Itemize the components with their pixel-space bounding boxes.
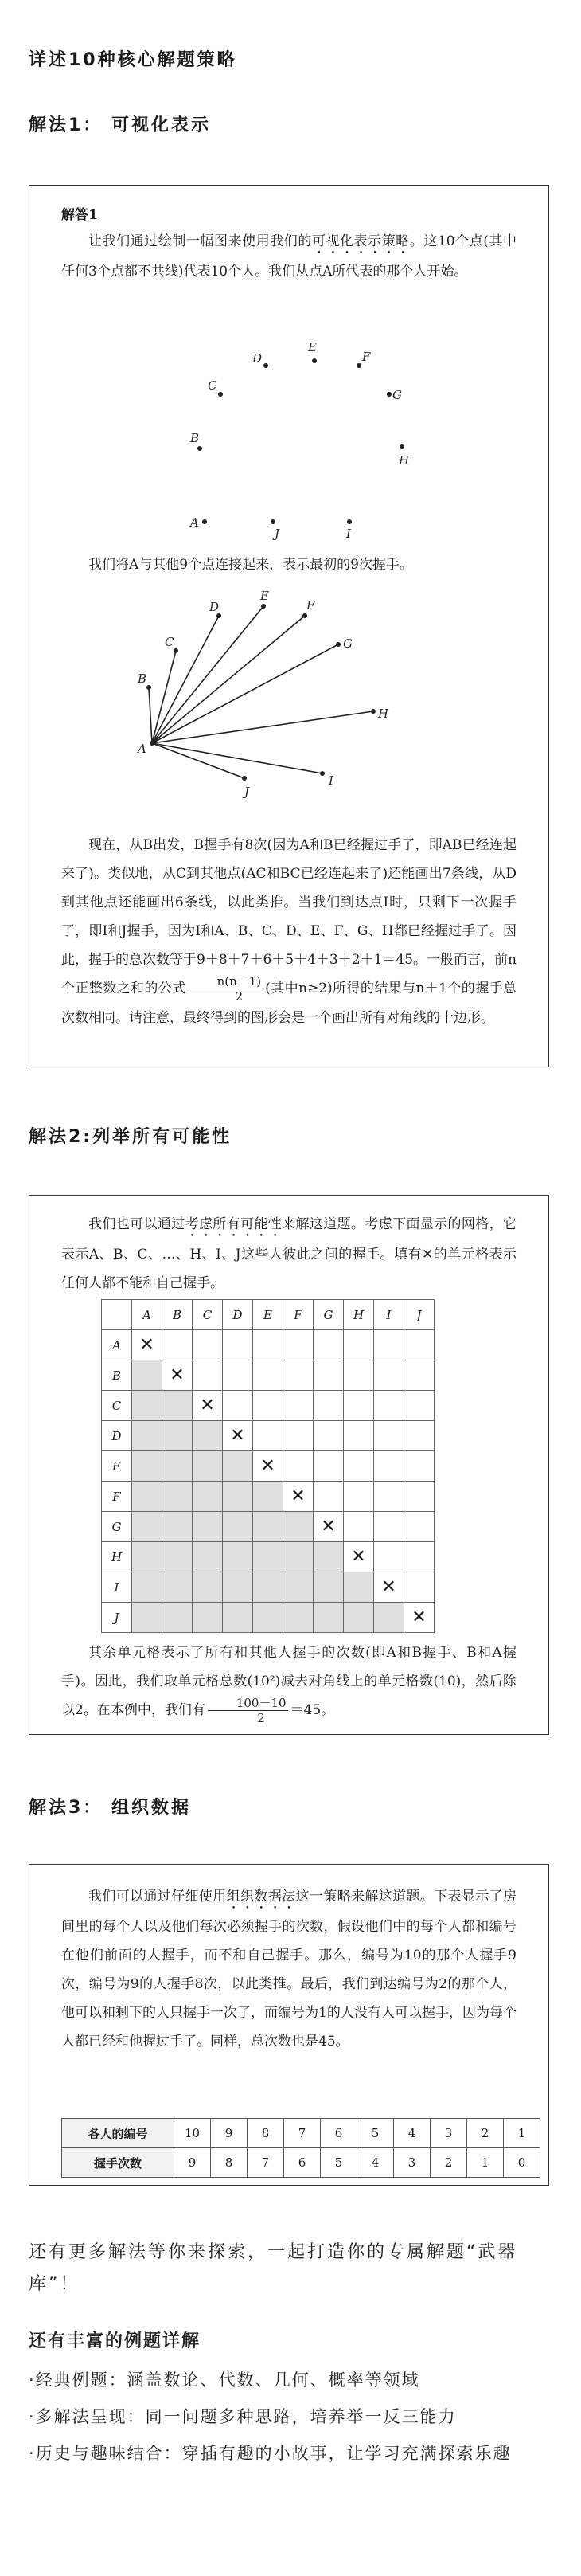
grid-shaded-cell xyxy=(223,1512,253,1542)
grid-col-header: G xyxy=(314,1300,344,1330)
grid-cell xyxy=(344,1360,374,1391)
line-label-h: H xyxy=(378,707,389,721)
grid-shaded-cell xyxy=(193,1603,223,1633)
grid-cell xyxy=(253,1360,283,1391)
feature-item-2: ·多解法呈现：同一问题多种思路，培养举一反三能力 xyxy=(29,2407,457,2426)
grid-shaded-cell xyxy=(132,1512,162,1542)
handshake-count-cell: 5 xyxy=(321,2148,357,2178)
grid-cell xyxy=(283,1330,314,1360)
grid-row-header: G xyxy=(102,1512,132,1542)
handshake-grid xyxy=(101,1299,435,1633)
lines-diagram xyxy=(125,584,427,815)
grid-row-header: C xyxy=(102,1391,132,1421)
point-c xyxy=(218,392,223,397)
intro-text: 我们也可以通过 xyxy=(88,1216,185,1232)
label-g: G xyxy=(392,388,402,402)
grid-cell xyxy=(193,1360,223,1391)
grid-cell xyxy=(374,1512,404,1542)
grid-cell xyxy=(404,1482,435,1512)
grid-cell xyxy=(283,1391,314,1421)
handshake-count-cell: 7 xyxy=(248,2148,284,2178)
handshake-count-cell: 2 xyxy=(431,2148,467,2178)
grid-shaded-cell xyxy=(253,1603,283,1633)
line-label-b: B xyxy=(138,671,147,686)
grid-shaded-cell xyxy=(314,1542,344,1572)
intro-text: 我们可以通过仔细使用 xyxy=(88,1889,227,1905)
grid-shaded-cell xyxy=(132,1451,162,1482)
grid-col-header: C xyxy=(193,1300,223,1330)
method1-conclusion xyxy=(61,831,517,1032)
method1-heading: 解法1： 可视化表示 xyxy=(29,115,211,135)
grid-shaded-cell xyxy=(132,1572,162,1603)
intro-text-cont: 来解这道题。考虑下面显示的网格，它表示A、B、C、…、H、I、J这些人彼此之间的握手。填有✕的单元格表示任何人都不能和自己握手。 xyxy=(61,1216,517,1291)
grid-shaded-cell xyxy=(162,1391,193,1421)
grid-cell xyxy=(404,1330,435,1360)
grid-diagonal-cell: ✕ xyxy=(223,1421,253,1451)
grid-cell xyxy=(314,1391,344,1421)
grid-shaded-cell xyxy=(223,1482,253,1512)
handshake-count-label: 握手次数 xyxy=(62,2148,174,2178)
feature-item-1: ·经典例题：涵盖数论、代数、几何、概率等领域 xyxy=(29,2370,420,2390)
answer-label: 解答1 xyxy=(61,207,98,223)
strategy-emphasis: 组织数据法 xyxy=(226,1889,296,1905)
person-number-cell: 7 xyxy=(284,2119,321,2148)
grid-cell xyxy=(374,1542,404,1572)
label-a: A xyxy=(190,515,199,530)
grid-cell xyxy=(344,1451,374,1482)
person-number-cell: 9 xyxy=(211,2119,248,2148)
grid-cell xyxy=(404,1542,435,1572)
grid-cell xyxy=(404,1451,435,1482)
grid-shaded-cell xyxy=(253,1482,283,1512)
grid-shaded-cell xyxy=(374,1603,404,1633)
point-h xyxy=(400,444,404,449)
method2-intro xyxy=(61,1210,517,1298)
grid-cell xyxy=(223,1330,253,1360)
grid-shaded-cell xyxy=(132,1603,162,1633)
grid-shaded-cell xyxy=(193,1482,223,1512)
grid-shaded-cell xyxy=(193,1542,223,1572)
grid-cell xyxy=(344,1421,374,1451)
method2-conclusion xyxy=(61,1638,517,1725)
line-label-f: F xyxy=(306,598,315,613)
grid-cell xyxy=(162,1330,193,1360)
handshake-count-cell: 9 xyxy=(174,2148,211,2178)
grid-shaded-cell xyxy=(283,1572,314,1603)
grid-shaded-cell xyxy=(162,1572,193,1603)
grid-shaded-cell xyxy=(223,1603,253,1633)
grid-cell xyxy=(314,1421,344,1451)
grid-shaded-cell xyxy=(314,1603,344,1633)
grid-col-header: J xyxy=(404,1300,435,1330)
handshake-table xyxy=(61,2118,540,2178)
grid-diagonal-cell: ✕ xyxy=(404,1603,435,1633)
grid-shaded-cell xyxy=(344,1572,374,1603)
point-e xyxy=(312,358,317,363)
intro-text-cont: 这一策略来解这道题。下表显示了房间里的每个人以及他们每次必须握手的次数，假设他们中的每个人都和编号在他们前面的人握手，而不和自己握手。那么，编号为10的那个人握手9次，编号为9的人握手8次，以此类推。最后，我们到达编号为2的那个人，他可以和剩下的人只握手一次了，而编号为1的人没有人可以握手，因为每个人都已经和他握过手了。同样，总次数也是45。 xyxy=(61,1889,517,2049)
grid-shaded-cell xyxy=(253,1572,283,1603)
grid-shaded-cell xyxy=(162,1542,193,1572)
grid-col-header: E xyxy=(253,1300,283,1330)
grid-shaded-cell xyxy=(283,1603,314,1633)
handshake-count-cell: 3 xyxy=(394,2148,431,2178)
grid-shaded-cell xyxy=(132,1391,162,1421)
grid-row-header: A xyxy=(102,1330,132,1360)
strategy-emphasis: 考虑所有可能性 xyxy=(185,1216,283,1232)
grid-cell xyxy=(283,1421,314,1451)
line-label-j: J xyxy=(244,785,250,799)
grid-cell xyxy=(314,1330,344,1360)
grid-diagonal-cell: ✕ xyxy=(193,1391,223,1421)
label-e: E xyxy=(308,340,317,354)
label-c: C xyxy=(208,378,217,393)
grid-shaded-cell xyxy=(162,1603,193,1633)
page-title: 详述10种核心解题策略 xyxy=(29,50,237,70)
grid-shaded-cell xyxy=(193,1451,223,1482)
grid-cell xyxy=(374,1482,404,1512)
person-number-cell: 6 xyxy=(321,2119,357,2148)
method2-heading: 解法2:列举所有可能性 xyxy=(29,1127,232,1147)
person-number-cell: 8 xyxy=(248,2119,284,2148)
method1-intro xyxy=(61,227,517,286)
grid-cell xyxy=(374,1391,404,1421)
grid-row-header: B xyxy=(102,1360,132,1391)
closing-text: 还有更多解法等你来探索，一起打造你的专属解题“武器库”！ xyxy=(29,2242,518,2294)
grid-cell xyxy=(344,1330,374,1360)
grid-diagonal-cell: ✕ xyxy=(374,1572,404,1603)
grid-shaded-cell xyxy=(132,1482,162,1512)
label-j: J xyxy=(275,527,280,541)
conclusion-text: 现在，从B出发，B握手有8次(因为A和B已经握过手了，即AB已经连起来了)。类似地，从C到其他点(AC和BC已经连起来了)还能画出7条线，从D到其他点还能画出6条线，以此类推。当我们到达点I时，只剩下一次握手了，即I和J握手，因为I和A、B、C、D、E、F、G、H都已经握过手了。因此，握手的总次数等于9＋8＋7＋6＋5＋4＋3＋2＋1＝45。一般而言，前n个正整数之和的公式 xyxy=(61,837,517,996)
point-b xyxy=(197,446,202,451)
line-label-g: G xyxy=(343,636,353,651)
person-number-cell: 2 xyxy=(467,2119,504,2148)
grid-shaded-cell xyxy=(283,1542,314,1572)
conclusion-text-cont: (其中n≥2)所得的结果与n＋1个的握手总次数相同。请注意，最终得到的图形会是一个画出所有对角线的十边形。 xyxy=(61,981,517,1026)
grid-cell xyxy=(314,1451,344,1482)
grid-cell xyxy=(374,1421,404,1451)
person-number-cell: 1 xyxy=(504,2119,540,2148)
grid-cell xyxy=(253,1421,283,1451)
grid-cell xyxy=(404,1360,435,1391)
formula-result: ＝45。 xyxy=(290,1702,335,1718)
label-b: B xyxy=(190,431,200,445)
grid-diagonal-cell: ✕ xyxy=(132,1330,162,1360)
grid-shaded-cell xyxy=(223,1451,253,1482)
grid-cell xyxy=(344,1482,374,1512)
grid-cell xyxy=(223,1360,253,1391)
strategy-emphasis: 可视化表示策略 xyxy=(311,233,410,249)
grid-col-header: B xyxy=(162,1300,193,1330)
grid-diagonal-cell: ✕ xyxy=(283,1482,314,1512)
point-i xyxy=(347,519,352,524)
person-number-cell: 4 xyxy=(394,2119,431,2148)
intro-text: 让我们通过绘制一幅图来使用我们的 xyxy=(88,233,312,249)
grid-shaded-cell xyxy=(132,1421,162,1451)
grid-shaded-cell xyxy=(283,1512,314,1542)
grid-cell xyxy=(374,1360,404,1391)
line-label-a: A xyxy=(138,742,146,756)
grid-col-header: A xyxy=(132,1300,162,1330)
grid-diagonal-cell: ✕ xyxy=(314,1512,344,1542)
intro-text-cont: 。这10个点(其中任何3个点都不共线)代表10个人。我们从点A所代表的那个人开始。 xyxy=(61,233,517,280)
handshake-count-cell: 1 xyxy=(467,2148,504,2178)
grid-shaded-cell xyxy=(193,1512,223,1542)
method1-box xyxy=(29,185,549,1067)
grid-col-header: F xyxy=(283,1300,314,1330)
handshake-count-cell: 6 xyxy=(284,2148,321,2178)
grid-cell xyxy=(404,1512,435,1542)
grid-shaded-cell xyxy=(253,1542,283,1572)
grid-cell xyxy=(374,1451,404,1482)
handshake-count-cell: 0 xyxy=(504,2148,540,2178)
conclusion-text: 其余单元格表示了所有和其他人握手的次数(即A和B握手、B和A握手)。因此，我们取单元格总数(10²)减去对角线上的单元格数(10)，然后除以2。在本例中，我们有 xyxy=(61,1645,517,1718)
grid-shaded-cell xyxy=(162,1451,193,1482)
line-label-e: E xyxy=(260,589,269,603)
grid-cell xyxy=(283,1451,314,1482)
formula-numerator: n(n－1) xyxy=(189,974,263,989)
grid-shaded-cell xyxy=(162,1512,193,1542)
grid-cell xyxy=(193,1330,223,1360)
grid-diagonal-cell: ✕ xyxy=(162,1360,193,1391)
grid-shaded-cell xyxy=(253,1512,283,1542)
formula-denominator: 2 xyxy=(235,989,244,1004)
grid-row-header: I xyxy=(102,1572,132,1603)
grid-col-header: I xyxy=(374,1300,404,1330)
grid-cell xyxy=(283,1360,314,1391)
method2-box xyxy=(29,1195,549,1735)
grid-shaded-cell xyxy=(132,1542,162,1572)
grid-shaded-cell xyxy=(344,1603,374,1633)
grid-col-header: D xyxy=(223,1300,253,1330)
method3-box xyxy=(29,1864,549,2186)
features-heading: 还有丰富的例题详解 xyxy=(29,2331,201,2351)
grid-shaded-cell xyxy=(314,1572,344,1603)
method1-mid-text: 我们将A与其他9个点连接起来，表示最初的9次握手。 xyxy=(88,557,413,573)
grid-shaded-cell xyxy=(162,1482,193,1512)
grid-cell xyxy=(253,1391,283,1421)
person-number-cell: 10 xyxy=(174,2119,211,2148)
handshake-count-cell: 4 xyxy=(357,2148,394,2178)
point-a xyxy=(202,519,207,524)
grid-corner xyxy=(102,1300,132,1330)
grid-cell xyxy=(223,1391,253,1421)
formula-fraction xyxy=(208,1696,288,1725)
formula-fraction xyxy=(189,974,263,1004)
grid-col-header: H xyxy=(344,1300,374,1330)
grid-shaded-cell xyxy=(193,1421,223,1451)
line-label-d: D xyxy=(209,600,220,614)
grid-row-header: E xyxy=(102,1451,132,1482)
grid-shaded-cell xyxy=(223,1542,253,1572)
person-number-cell: 5 xyxy=(357,2119,394,2148)
grid-cell xyxy=(404,1421,435,1451)
grid-cell xyxy=(344,1512,374,1542)
grid-shaded-cell xyxy=(132,1360,162,1391)
grid-diagonal-cell: ✕ xyxy=(344,1542,374,1572)
grid-row-header: D xyxy=(102,1421,132,1451)
grid-cell xyxy=(404,1572,435,1603)
grid-cell xyxy=(344,1391,374,1421)
point-j xyxy=(271,519,275,524)
points-diagram xyxy=(173,313,411,544)
point-f xyxy=(357,363,361,368)
formula-denominator: 2 xyxy=(257,1711,265,1725)
grid-cell xyxy=(374,1330,404,1360)
line-label-c: C xyxy=(165,635,174,649)
line-label-i: I xyxy=(329,773,333,788)
grid-shaded-cell xyxy=(223,1572,253,1603)
person-number-label: 各人的编号 xyxy=(62,2119,174,2148)
formula-numerator: 100－10 xyxy=(208,1696,288,1711)
label-f: F xyxy=(362,350,371,364)
handshake-count-cell: 8 xyxy=(211,2148,248,2178)
label-h: H xyxy=(399,453,410,468)
grid-cell xyxy=(404,1391,435,1421)
grid-shaded-cell xyxy=(193,1572,223,1603)
method3-text xyxy=(61,1882,517,2056)
label-i: I xyxy=(346,527,351,541)
person-number-cell: 3 xyxy=(431,2119,467,2148)
grid-cell xyxy=(314,1360,344,1391)
grid-cell xyxy=(253,1330,283,1360)
grid-row-header: H xyxy=(102,1542,132,1572)
grid-row-header: F xyxy=(102,1482,132,1512)
label-d: D xyxy=(252,351,263,366)
point-d xyxy=(263,363,268,368)
point-g xyxy=(387,392,392,397)
grid-shaded-cell xyxy=(162,1421,193,1451)
grid-cell xyxy=(314,1482,344,1512)
grid-row-header: J xyxy=(102,1603,132,1633)
method3-heading: 解法3： 组织数据 xyxy=(29,1798,191,1818)
feature-item-3: ·历史与趣味结合：穿插有趣的小故事，让学习充满探索乐趣 xyxy=(29,2444,512,2463)
grid-diagonal-cell: ✕ xyxy=(253,1451,283,1482)
